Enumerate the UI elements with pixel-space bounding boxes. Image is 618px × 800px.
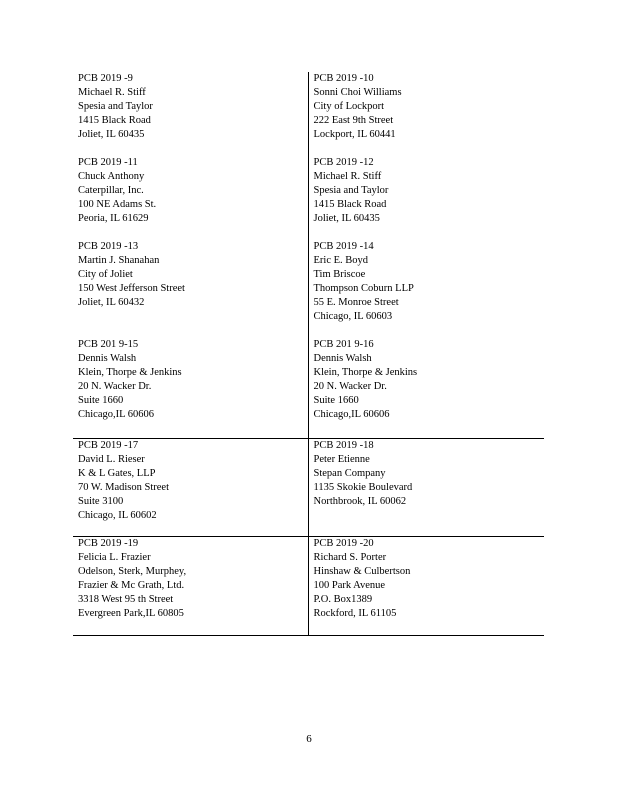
entry-line: Tim Briscoe	[313, 269, 366, 280]
table-row	[73, 72, 544, 156]
entry-line: Chicago, IL 60603	[313, 311, 393, 322]
entry-line: 100 NE Adams St.	[78, 199, 157, 210]
entry-line: Evergreen Park,IL 60805	[78, 608, 184, 619]
entry-line: Suite 1660	[313, 395, 359, 406]
case-number: PCB 201 9-16	[313, 339, 374, 350]
entry-line: Chicago,IL 60606	[78, 409, 155, 420]
entry-line: Suite 1660	[78, 395, 124, 406]
case-number: PCB 2019 -14	[313, 241, 374, 252]
case-number: PCB 2019 -12	[313, 157, 374, 168]
entry-line: 55 E. Monroe Street	[313, 297, 399, 308]
entry-line: Frazier & Mc Grath, Ltd.	[78, 580, 185, 591]
entry-line: 1415 Black Road	[78, 115, 151, 126]
entry-line: 20 N. Wacker Dr.	[78, 381, 152, 392]
case-number: PCB 2019 -13	[78, 241, 139, 252]
entry-line: Spesia and Taylor	[78, 101, 153, 112]
case-number: PCB 2019 -17	[78, 440, 139, 451]
entry-line: Chicago,IL 60606	[313, 409, 390, 420]
service-entry	[73, 240, 309, 338]
page-number: 6	[306, 733, 312, 745]
entry-line: Joliet, IL 60432	[78, 297, 145, 308]
entry-line: K & L Gates, LLP	[78, 468, 156, 479]
entry-line: David L. Rieser	[78, 454, 145, 465]
entry-line: 70 W. Madison Street	[78, 482, 169, 493]
entry-line: Spesia and Taylor	[313, 185, 389, 196]
case-number: PCB 2019 -19	[78, 538, 139, 549]
case-number: PCB 2019 -18	[313, 440, 374, 451]
entry-line: Eric E. Boyd	[313, 255, 369, 266]
entry-line: Hinshaw & Culbertson	[313, 566, 411, 577]
entry-line: City of Joliet	[78, 269, 133, 280]
entry-line: Michael R. Stiff	[313, 171, 382, 182]
entry-line: 1415 Black Road	[313, 199, 387, 210]
entry-line: Joliet, IL 60435	[78, 129, 145, 140]
entry-line: P.O. Box1389	[313, 594, 373, 605]
service-entry	[73, 338, 309, 438]
entry-line: Rockford, IL 61105	[313, 608, 397, 619]
entry-line: Klein, Thorpe & Jenkins	[78, 367, 182, 378]
table-row	[73, 537, 544, 636]
entry-line: Northbrook, IL 60062	[313, 496, 407, 507]
case-number: PCB 2019 -20	[313, 538, 374, 549]
case-number: PCB 2019 -11	[78, 157, 138, 168]
entry-line: 1135 Skokie Boulevard	[313, 482, 413, 493]
entry-line: Peter Etienne	[313, 454, 370, 465]
table-row	[73, 439, 544, 537]
service-entry	[309, 537, 545, 635]
entry-line: 150 West Jefferson Street	[78, 283, 185, 294]
case-number: PCB 201 9-15	[78, 339, 139, 350]
entry-line: Peoria, IL 61629	[78, 213, 149, 224]
entry-line: Chicago, IL 60602	[78, 510, 157, 521]
entry-line: Lockport, IL 60441	[313, 129, 396, 140]
entry-line: 3318 West 95 th Street	[78, 594, 174, 605]
service-entry	[309, 439, 545, 536]
entry-line: 20 N. Wacker Dr.	[313, 381, 387, 392]
case-number: PCB 2019 -10	[313, 73, 374, 84]
table-row	[73, 156, 544, 240]
entry-line: Sonni Choi Williams	[313, 87, 402, 98]
entry-line: Dennis Walsh	[78, 353, 137, 364]
service-list-table	[73, 72, 544, 636]
entry-line: Suite 3100	[78, 496, 124, 507]
service-entry	[73, 537, 309, 635]
entry-line: Chuck Anthony	[78, 171, 145, 182]
service-entry	[73, 156, 309, 240]
entry-line: Richard S. Porter	[313, 552, 387, 563]
table-row	[73, 338, 544, 439]
service-entry	[73, 439, 309, 536]
service-entry	[309, 156, 545, 240]
entry-line: City of Lockport	[313, 101, 385, 112]
entry-line: Caterpillar, Inc.	[78, 185, 144, 196]
entry-line: Thompson Coburn LLP	[313, 283, 414, 294]
entry-line: Felicia L. Frazier	[78, 552, 151, 563]
entry-line: Martin J. Shanahan	[78, 255, 160, 266]
entry-line: 222 East 9th Street	[313, 115, 394, 126]
entry-line: Stepan Company	[313, 468, 386, 479]
entry-line: Klein, Thorpe & Jenkins	[313, 367, 418, 378]
service-entry	[309, 338, 545, 438]
entry-line: Dennis Walsh	[313, 353, 372, 364]
entry-line: Joliet, IL 60435	[313, 213, 380, 224]
service-entry	[309, 72, 545, 156]
service-entry	[73, 72, 309, 156]
service-entry	[309, 240, 545, 338]
table-row	[73, 240, 544, 338]
entry-line: Odelson, Sterk, Murphey,	[78, 566, 187, 577]
entry-line: 100 Park Avenue	[313, 580, 386, 591]
entry-line: Michael R. Stiff	[78, 87, 146, 98]
case-number: PCB 2019 -9	[78, 73, 133, 84]
